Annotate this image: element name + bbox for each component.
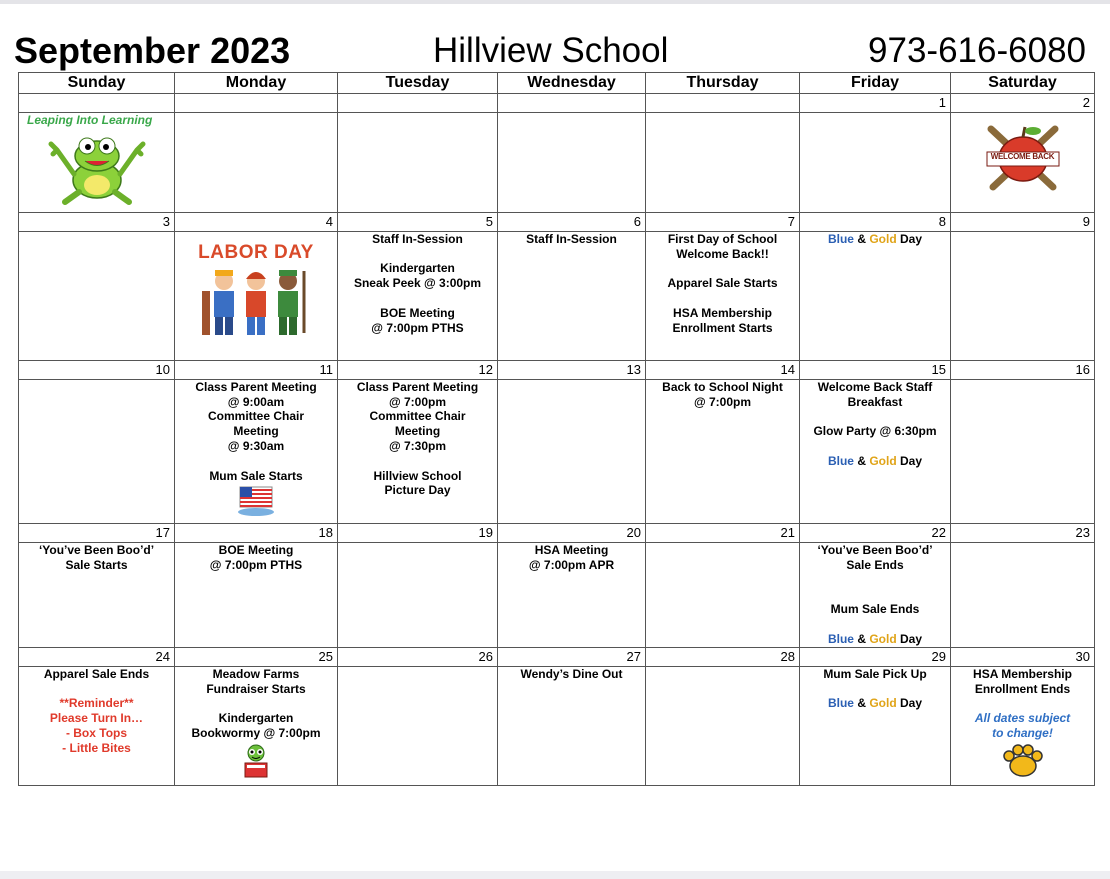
date-number: 29 (800, 647, 951, 666)
blue-gold-day: Blue & Gold Day (827, 696, 923, 711)
date-number (646, 94, 800, 113)
day-cell-sep14 (646, 379, 800, 523)
event-line: Sale Ends (846, 557, 904, 572)
frog-caption: Leaping Into Learning (27, 113, 153, 127)
day-cell (19, 379, 175, 523)
event-line: Committee Chair (207, 409, 305, 424)
day-cell (951, 231, 1095, 360)
blue-gold-day: Blue & Gold Day (827, 631, 923, 646)
day-cell-sep11 (175, 379, 338, 523)
event-line: Picture Day (384, 483, 451, 498)
date-number: 16 (951, 360, 1095, 379)
date-number: 7 (646, 212, 800, 231)
event-line: - Box Tops (65, 725, 128, 740)
event-line: Please Turn In… (49, 711, 144, 726)
day-cell-sep27 (498, 666, 646, 785)
event-line: @ 9:30am (227, 438, 285, 453)
date-number: 1 (800, 94, 951, 113)
event-line: Enrollment Starts (672, 320, 773, 335)
date-number: 4 (175, 212, 338, 231)
date-number: 20 (498, 523, 646, 542)
date-number (498, 94, 646, 113)
event-line: ‘You’ve Been Boo’d’ (817, 542, 933, 557)
date-number (19, 94, 175, 113)
top-edge (0, 0, 1110, 4)
date-number: 11 (175, 360, 338, 379)
event-line: Mum Sale Pick Up (823, 666, 927, 681)
school-name: Hillview School (433, 31, 669, 70)
dow-wednesday: Wednesday (498, 73, 646, 94)
date-number: 6 (498, 212, 646, 231)
day-cell (338, 542, 498, 647)
event-line: Kindergarten (218, 711, 294, 726)
flag-icon (236, 485, 276, 517)
day-cell-sep25 (175, 666, 338, 785)
school-phone: 973-616-6080 (868, 31, 1086, 70)
date-number: 24 (19, 647, 175, 666)
day-cell (19, 113, 175, 213)
event-line: First Day of School (667, 231, 778, 246)
day-cell-sep8 (800, 231, 951, 360)
event-line: @ 7:00pm PTHS (371, 320, 464, 335)
date-number: 9 (951, 212, 1095, 231)
date-number: 10 (19, 360, 175, 379)
day-cell-sep5 (338, 231, 498, 360)
calendar-month-title: September 2023 (14, 30, 291, 71)
event-line: **Reminder** (59, 696, 134, 711)
date-number: 19 (338, 523, 498, 542)
dow-sunday: Sunday (19, 73, 175, 94)
paw-icon (1001, 744, 1045, 778)
event-line: Sneak Peek @ 3:00pm (353, 276, 482, 291)
event-line: Class Parent Meeting (356, 379, 479, 394)
date-number: 27 (498, 647, 646, 666)
date-number: 12 (338, 360, 498, 379)
day-cell (800, 113, 951, 213)
event-line: to change! (992, 725, 1053, 740)
day-cell (338, 666, 498, 785)
date-number: 28 (646, 647, 800, 666)
event-line: All dates subject (974, 711, 1071, 726)
date-number: 14 (646, 360, 800, 379)
date-number: 26 (338, 647, 498, 666)
date-number: 13 (498, 360, 646, 379)
day-cell (951, 113, 1095, 213)
date-number: 25 (175, 647, 338, 666)
event-line: @ 7:00pm (388, 394, 447, 409)
bookworm-icon (239, 743, 273, 779)
day-cell (498, 379, 646, 523)
day-cell-sep12 (338, 379, 498, 523)
date-number: 2 (951, 94, 1095, 113)
date-number: 23 (951, 523, 1095, 542)
date-number: 30 (951, 647, 1095, 666)
day-cell (338, 113, 498, 213)
dow-thursday: Thursday (646, 73, 800, 94)
event-line: BOE Meeting (380, 305, 455, 320)
event-line: Breakfast (847, 394, 903, 409)
day-cell-sep20 (498, 542, 646, 647)
event-line: Mum Sale Ends (830, 601, 920, 616)
day-cell (19, 231, 175, 360)
day-cell-sep29 (800, 666, 951, 785)
event-line: HSA Membership (973, 666, 1072, 681)
event-line: Welcome Back Staff (817, 379, 933, 394)
event-line: Glow Party @ 6:30pm (813, 424, 937, 439)
day-cell (646, 542, 800, 647)
event-line: Wendy’s Dine Out (520, 666, 623, 681)
day-cell-sep24 (19, 666, 175, 785)
blue-gold-day: Blue & Gold Day (827, 231, 923, 246)
labor-day-workers-icon (200, 261, 312, 337)
date-number: 8 (800, 212, 951, 231)
frog-icon (47, 130, 147, 206)
date-number (175, 94, 338, 113)
event-line: Fundraiser Starts (206, 681, 306, 696)
event-line: Bookwormy @ 7:00pm (191, 725, 321, 740)
event-line: @ 7:00pm PTHS (209, 557, 303, 572)
event-line: Class Parent Meeting (195, 379, 317, 394)
event-line: Enrollment Ends (974, 681, 1071, 696)
date-number: 17 (19, 523, 175, 542)
date-number: 5 (338, 212, 498, 231)
event-line: - Little Bites (62, 740, 131, 755)
welcome-back-banner: WELCOME BACK (990, 152, 1055, 161)
day-cell-sep7 (646, 231, 800, 360)
day-cell (498, 113, 646, 213)
day-cell-sep18 (175, 542, 338, 647)
event-line: Mum Sale Starts (209, 468, 303, 483)
event-line: Welcome Back!! (676, 246, 769, 261)
event-line: Apparel Sale Ends (43, 666, 150, 681)
event-line: Sale Starts (65, 557, 128, 572)
dow-tuesday: Tuesday (338, 73, 498, 94)
day-cell (646, 666, 800, 785)
dow-friday: Friday (800, 73, 951, 94)
day-cell (951, 542, 1095, 647)
day-cell (646, 113, 800, 213)
event-line: HSA Meeting (534, 542, 609, 557)
dow-saturday: Saturday (951, 73, 1095, 94)
day-cell-sep6 (498, 231, 646, 360)
event-line: Apparel Sale Starts (667, 276, 778, 291)
event-line: Staff In-Session (372, 231, 463, 246)
day-cell-sep30 (951, 666, 1095, 785)
day-cell (175, 113, 338, 213)
date-number (338, 94, 498, 113)
day-cell (951, 379, 1095, 523)
calendar-grid (18, 72, 1095, 786)
event-line: Meadow Farms (212, 666, 300, 681)
date-number: 15 (800, 360, 951, 379)
day-cell (175, 231, 338, 360)
event-line: HSA Membership (673, 305, 772, 320)
event-line: ‘You’ve Been Boo’d’ (38, 542, 155, 557)
labor-day-title: LABOR DAY (198, 241, 314, 263)
event-line: @ 7:00pm APR (528, 557, 615, 572)
event-line: @ 9:00am (227, 394, 285, 409)
date-number: 18 (175, 523, 338, 542)
event-line: Meeting (233, 424, 279, 439)
date-number: 21 (646, 523, 800, 542)
event-line: Hillview School (373, 468, 462, 483)
date-number: 3 (19, 212, 175, 231)
bottom-edge (0, 871, 1110, 879)
event-line: Back to School Night (662, 379, 783, 394)
event-line: Committee Chair (369, 409, 466, 424)
date-number: 22 (800, 523, 951, 542)
dow-monday: Monday (175, 73, 338, 94)
event-line: Meeting (394, 424, 441, 439)
blue-gold-day: Blue & Gold Day (827, 453, 923, 468)
day-cell-sep22 (800, 542, 951, 647)
day-cell-sep17 (19, 542, 175, 647)
event-line: Staff In-Session (526, 231, 617, 246)
event-line: BOE Meeting (218, 542, 294, 557)
event-line: @ 7:00pm (693, 394, 752, 409)
day-cell-sep15 (800, 379, 951, 523)
event-line: Kindergarten (380, 261, 455, 276)
event-line: @ 7:30pm (388, 438, 447, 453)
